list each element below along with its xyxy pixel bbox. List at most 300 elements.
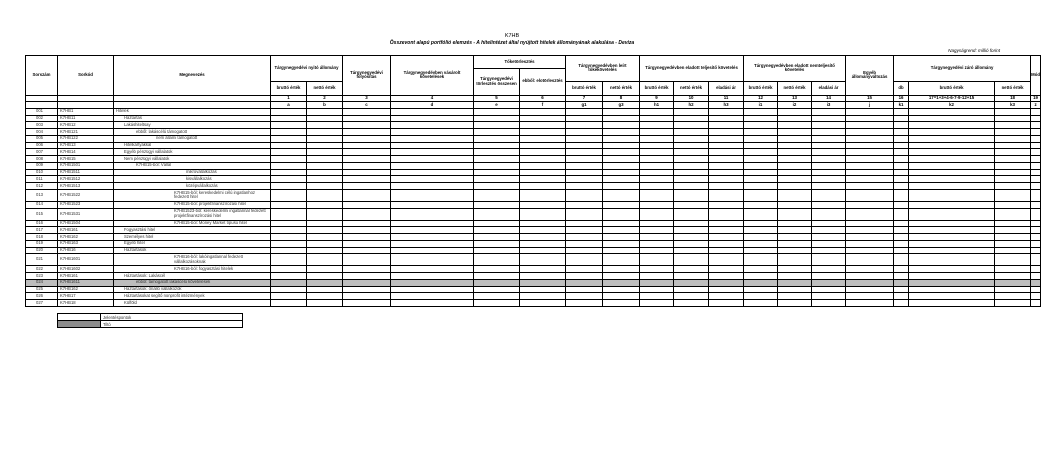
data-cell[interactable] [778,135,812,142]
data-cell[interactable] [995,247,1031,254]
data-cell[interactable] [812,273,846,280]
data-cell[interactable] [778,142,812,149]
data-cell[interactable] [640,189,674,201]
data-cell[interactable] [995,176,1031,183]
data-cell[interactable] [778,293,812,300]
data-cell[interactable] [846,247,894,254]
data-cell[interactable] [307,142,343,149]
data-cell[interactable] [520,201,566,208]
data-cell[interactable] [709,254,744,266]
data-cell[interactable] [894,220,909,227]
data-cell[interactable] [709,115,744,122]
data-cell[interactable] [674,293,709,300]
data-cell[interactable] [709,108,744,115]
data-cell[interactable] [812,247,846,254]
data-cell[interactable] [307,176,343,183]
data-cell[interactable] [846,208,894,220]
data-cell[interactable] [1031,247,1041,254]
data-cell[interactable] [709,135,744,142]
data-cell[interactable] [812,220,846,227]
data-cell[interactable] [744,115,778,122]
data-cell[interactable] [271,129,307,136]
data-cell[interactable] [894,266,909,273]
data-cell[interactable] [674,183,709,190]
data-cell[interactable] [709,293,744,300]
data-cell[interactable] [566,122,603,129]
data-cell[interactable] [744,142,778,149]
data-cell[interactable] [812,240,846,247]
data-cell[interactable] [307,201,343,208]
data-cell[interactable] [307,162,343,169]
data-cell[interactable] [674,189,709,201]
data-cell[interactable] [343,122,391,129]
data-cell[interactable] [307,240,343,247]
data-cell[interactable] [709,266,744,273]
data-cell[interactable] [812,201,846,208]
data-cell[interactable] [520,156,566,163]
data-cell[interactable] [846,220,894,227]
data-cell[interactable] [909,254,995,266]
data-cell[interactable] [1031,273,1041,280]
data-cell[interactable] [474,169,520,176]
data-cell[interactable] [520,129,566,136]
data-cell[interactable] [343,227,391,234]
data-cell[interactable] [909,169,995,176]
data-cell[interactable] [744,189,778,201]
data-cell[interactable] [778,273,812,280]
data-cell[interactable] [566,293,603,300]
data-cell[interactable] [640,156,674,163]
data-cell[interactable] [343,162,391,169]
data-cell[interactable] [744,201,778,208]
data-cell[interactable] [566,201,603,208]
data-cell[interactable] [343,149,391,156]
data-cell[interactable] [307,149,343,156]
data-cell[interactable] [1031,169,1041,176]
data-cell[interactable] [391,176,474,183]
data-cell[interactable] [846,286,894,293]
data-cell[interactable] [894,247,909,254]
data-cell[interactable] [674,220,709,227]
data-cell[interactable] [995,189,1031,201]
data-cell[interactable] [812,266,846,273]
data-cell[interactable] [566,176,603,183]
data-cell[interactable] [474,122,520,129]
data-cell[interactable] [709,129,744,136]
data-cell[interactable] [391,135,474,142]
data-cell[interactable] [744,300,778,307]
data-cell[interactable] [709,247,744,254]
data-cell[interactable] [674,227,709,234]
data-cell[interactable] [474,286,520,293]
data-cell[interactable] [640,247,674,254]
data-cell[interactable] [894,162,909,169]
data-cell[interactable] [566,189,603,201]
data-cell[interactable] [1031,240,1041,247]
data-cell[interactable] [271,183,307,190]
data-cell[interactable] [566,149,603,156]
data-cell[interactable] [343,201,391,208]
data-cell[interactable] [603,286,640,293]
data-cell[interactable] [1031,156,1041,163]
data-cell[interactable] [520,183,566,190]
data-cell[interactable] [744,156,778,163]
data-cell[interactable] [744,240,778,247]
data-cell[interactable] [709,300,744,307]
data-cell[interactable] [343,247,391,254]
data-cell[interactable] [744,286,778,293]
data-cell[interactable] [566,227,603,234]
data-cell[interactable] [778,156,812,163]
data-cell[interactable] [846,156,894,163]
data-cell[interactable] [778,176,812,183]
data-cell[interactable] [391,227,474,234]
data-cell[interactable] [909,300,995,307]
data-cell[interactable] [1031,135,1041,142]
data-cell[interactable] [603,129,640,136]
data-cell[interactable] [744,108,778,115]
data-cell[interactable] [995,227,1031,234]
data-cell[interactable] [778,108,812,115]
data-cell[interactable] [603,208,640,220]
data-cell[interactable] [1031,201,1041,208]
data-cell[interactable] [894,108,909,115]
data-cell[interactable] [995,162,1031,169]
data-cell[interactable] [846,227,894,234]
data-cell[interactable] [709,234,744,241]
data-cell[interactable] [846,135,894,142]
data-cell[interactable] [271,108,307,115]
data-cell[interactable] [674,162,709,169]
data-cell[interactable] [909,240,995,247]
data-cell[interactable] [271,135,307,142]
data-cell[interactable] [474,266,520,273]
data-cell[interactable] [846,293,894,300]
data-cell[interactable] [474,108,520,115]
data-cell[interactable] [271,234,307,241]
data-cell[interactable] [744,273,778,280]
data-cell[interactable] [474,201,520,208]
data-cell[interactable] [474,129,520,136]
data-cell[interactable] [709,189,744,201]
data-cell[interactable] [674,142,709,149]
data-cell[interactable] [1031,266,1041,273]
data-cell[interactable] [744,122,778,129]
data-cell[interactable] [640,169,674,176]
data-cell[interactable] [894,176,909,183]
data-cell[interactable] [894,122,909,129]
data-cell[interactable] [520,115,566,122]
data-cell[interactable] [909,293,995,300]
data-cell[interactable] [271,189,307,201]
data-cell[interactable] [846,142,894,149]
data-cell[interactable] [995,234,1031,241]
data-cell[interactable] [674,176,709,183]
data-cell[interactable] [474,142,520,149]
data-cell[interactable] [846,266,894,273]
data-cell[interactable] [744,176,778,183]
data-cell[interactable] [520,273,566,280]
data-cell[interactable] [674,156,709,163]
data-cell[interactable] [709,273,744,280]
data-cell[interactable] [812,149,846,156]
data-cell[interactable] [846,169,894,176]
data-cell[interactable] [846,108,894,115]
data-cell[interactable] [474,273,520,280]
data-cell[interactable] [520,293,566,300]
data-cell[interactable] [474,240,520,247]
data-cell[interactable] [778,201,812,208]
data-cell[interactable] [474,176,520,183]
data-cell[interactable] [271,266,307,273]
data-cell[interactable] [640,293,674,300]
data-cell[interactable] [271,300,307,307]
data-cell[interactable] [566,273,603,280]
data-cell[interactable] [674,201,709,208]
data-cell[interactable] [778,183,812,190]
data-cell[interactable] [674,266,709,273]
data-cell[interactable] [812,293,846,300]
data-cell[interactable] [520,135,566,142]
data-cell[interactable] [995,135,1031,142]
data-cell[interactable] [566,266,603,273]
data-cell[interactable] [271,273,307,280]
data-cell[interactable] [674,300,709,307]
data-cell[interactable] [812,176,846,183]
data-cell[interactable] [778,266,812,273]
data-cell[interactable] [812,208,846,220]
data-cell[interactable] [894,129,909,136]
data-cell[interactable] [812,115,846,122]
data-cell[interactable] [566,156,603,163]
data-cell[interactable] [894,156,909,163]
data-cell[interactable] [846,122,894,129]
data-cell[interactable] [474,183,520,190]
data-cell[interactable] [391,189,474,201]
data-cell[interactable] [1031,234,1041,241]
data-cell[interactable] [744,149,778,156]
data-cell[interactable] [709,169,744,176]
data-cell[interactable] [674,149,709,156]
data-cell[interactable] [474,208,520,220]
data-cell[interactable] [391,201,474,208]
data-cell[interactable] [271,247,307,254]
data-cell[interactable] [778,227,812,234]
data-cell[interactable] [812,227,846,234]
data-cell[interactable] [640,234,674,241]
data-cell[interactable] [307,208,343,220]
data-cell[interactable] [1031,286,1041,293]
data-cell[interactable] [778,247,812,254]
data-cell[interactable] [894,240,909,247]
data-cell[interactable] [307,135,343,142]
data-cell[interactable] [674,254,709,266]
data-cell[interactable] [995,293,1031,300]
data-cell[interactable] [909,189,995,201]
data-cell[interactable] [640,108,674,115]
data-cell[interactable] [307,115,343,122]
data-cell[interactable] [343,208,391,220]
data-cell[interactable] [520,169,566,176]
data-cell[interactable] [744,227,778,234]
data-cell[interactable] [812,122,846,129]
data-cell[interactable] [603,142,640,149]
data-cell[interactable] [566,115,603,122]
data-cell[interactable] [709,227,744,234]
data-cell[interactable] [307,273,343,280]
data-cell[interactable] [674,208,709,220]
data-cell[interactable] [391,293,474,300]
data-cell[interactable] [812,300,846,307]
data-cell[interactable] [603,234,640,241]
data-cell[interactable] [474,115,520,122]
data-cell[interactable] [391,254,474,266]
data-cell[interactable] [1031,293,1041,300]
data-cell[interactable] [674,169,709,176]
data-cell[interactable] [778,122,812,129]
data-cell[interactable] [566,135,603,142]
data-cell[interactable] [640,122,674,129]
data-cell[interactable] [909,183,995,190]
data-cell[interactable] [995,169,1031,176]
data-cell[interactable] [474,293,520,300]
data-cell[interactable] [709,162,744,169]
data-cell[interactable] [1031,227,1041,234]
data-cell[interactable] [343,293,391,300]
data-cell[interactable] [778,189,812,201]
data-cell[interactable] [603,266,640,273]
data-cell[interactable] [603,247,640,254]
data-cell[interactable] [709,149,744,156]
data-cell[interactable] [909,201,995,208]
data-cell[interactable] [391,286,474,293]
data-cell[interactable] [271,220,307,227]
data-cell[interactable] [307,122,343,129]
data-cell[interactable] [520,208,566,220]
data-cell[interactable] [566,254,603,266]
data-cell[interactable] [474,220,520,227]
data-cell[interactable] [343,142,391,149]
data-cell[interactable] [566,300,603,307]
data-cell[interactable] [603,149,640,156]
data-cell[interactable] [909,220,995,227]
data-cell[interactable] [343,135,391,142]
data-cell[interactable] [343,220,391,227]
data-cell[interactable] [709,201,744,208]
data-cell[interactable] [343,176,391,183]
data-cell[interactable] [1031,183,1041,190]
data-cell[interactable] [343,189,391,201]
data-cell[interactable] [391,208,474,220]
data-cell[interactable] [271,286,307,293]
data-cell[interactable] [778,169,812,176]
data-cell[interactable] [271,142,307,149]
data-cell[interactable] [846,129,894,136]
data-cell[interactable] [640,300,674,307]
data-cell[interactable] [307,129,343,136]
data-cell[interactable] [343,156,391,163]
data-cell[interactable] [909,247,995,254]
data-cell[interactable] [995,142,1031,149]
data-cell[interactable] [812,108,846,115]
data-cell[interactable] [995,286,1031,293]
data-cell[interactable] [709,183,744,190]
data-cell[interactable] [812,129,846,136]
data-cell[interactable] [778,300,812,307]
data-cell[interactable] [894,254,909,266]
data-cell[interactable] [846,240,894,247]
data-cell[interactable] [846,201,894,208]
data-cell[interactable] [995,149,1031,156]
data-cell[interactable] [520,108,566,115]
data-cell[interactable] [846,183,894,190]
data-cell[interactable] [520,300,566,307]
data-cell[interactable] [391,162,474,169]
data-cell[interactable] [1031,300,1041,307]
data-cell[interactable] [520,254,566,266]
data-cell[interactable] [812,286,846,293]
data-cell[interactable] [744,234,778,241]
data-cell[interactable] [674,247,709,254]
data-cell[interactable] [566,286,603,293]
data-cell[interactable] [778,129,812,136]
data-cell[interactable] [995,273,1031,280]
data-cell[interactable] [391,169,474,176]
data-cell[interactable] [307,156,343,163]
data-cell[interactable] [640,266,674,273]
data-cell[interactable] [894,183,909,190]
data-cell[interactable] [909,135,995,142]
data-cell[interactable] [603,162,640,169]
data-cell[interactable] [343,254,391,266]
data-cell[interactable] [709,208,744,220]
data-cell[interactable] [640,240,674,247]
data-cell[interactable] [674,234,709,241]
data-cell[interactable] [603,254,640,266]
data-cell[interactable] [391,220,474,227]
data-cell[interactable] [474,162,520,169]
data-cell[interactable] [640,115,674,122]
data-cell[interactable] [603,176,640,183]
data-cell[interactable] [603,135,640,142]
data-cell[interactable] [474,135,520,142]
data-cell[interactable] [271,254,307,266]
data-cell[interactable] [894,115,909,122]
data-cell[interactable] [909,108,995,115]
data-cell[interactable] [995,201,1031,208]
data-cell[interactable] [566,247,603,254]
data-cell[interactable] [1031,122,1041,129]
data-cell[interactable] [307,183,343,190]
data-cell[interactable] [566,129,603,136]
data-cell[interactable] [846,254,894,266]
data-cell[interactable] [474,247,520,254]
data-cell[interactable] [1031,129,1041,136]
data-cell[interactable] [744,183,778,190]
data-cell[interactable] [846,176,894,183]
data-cell[interactable] [674,129,709,136]
data-cell[interactable] [894,201,909,208]
data-cell[interactable] [520,162,566,169]
data-cell[interactable] [520,220,566,227]
data-cell[interactable] [566,108,603,115]
data-cell[interactable] [566,220,603,227]
data-cell[interactable] [391,273,474,280]
data-cell[interactable] [812,169,846,176]
data-cell[interactable] [778,208,812,220]
data-cell[interactable] [812,183,846,190]
data-cell[interactable] [343,129,391,136]
